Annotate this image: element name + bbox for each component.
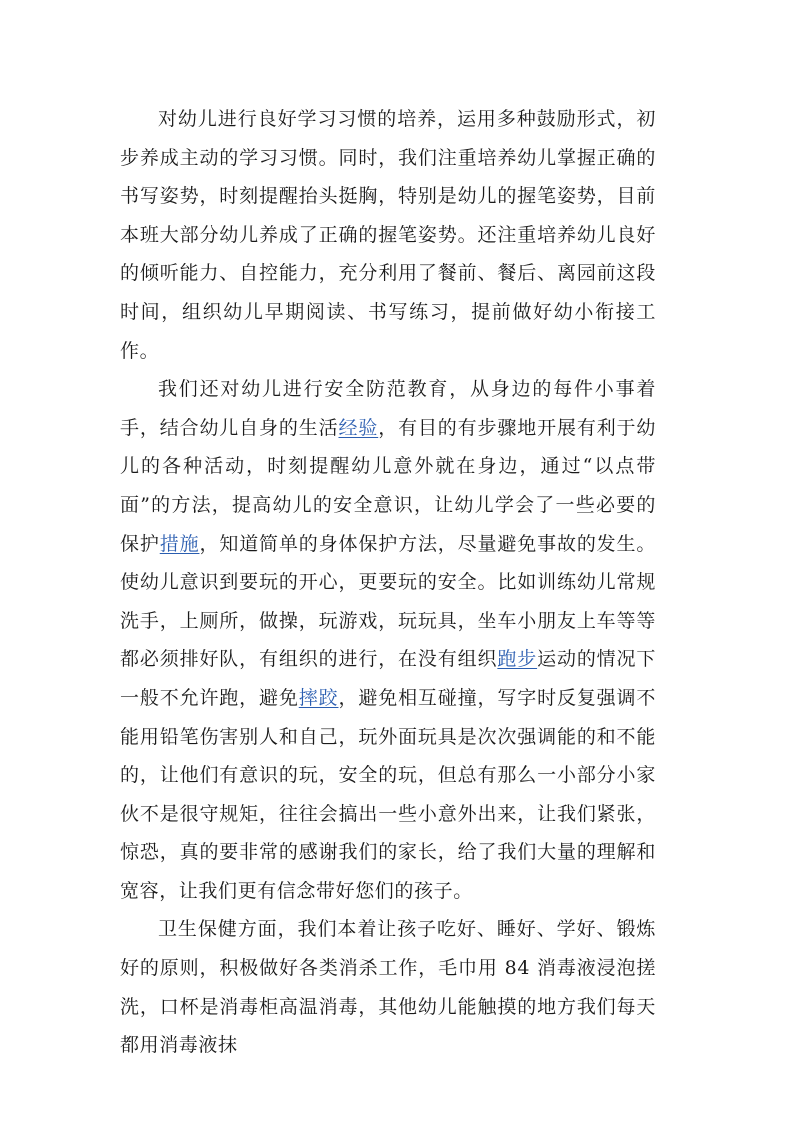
paragraph-text: ，有目的有步骤地开展有利于幼儿的各种活动，时刻提醒幼儿意外就在身边，通过“以点带面”的方法，提高幼儿的安全意识，让幼儿学会了一些必要的保护 [120, 416, 657, 555]
link-running[interactable]: 跑步 [497, 648, 538, 671]
paragraph-learning-habits [120, 100, 656, 370]
paragraph-hygiene [120, 910, 656, 1064]
paragraph-text: 运动的情况下一般不允许跑，避免 [120, 648, 656, 709]
link-measures[interactable]: 措施 [159, 532, 200, 555]
paragraph-safety-education [120, 370, 656, 910]
link-experience[interactable]: 经验 [338, 416, 379, 439]
paragraph-text: 我们还对幼儿进行安全防范教育，从身边的每件小事着手，结合幼儿自身的生活 [120, 378, 656, 439]
paragraph-text: 对幼儿进行良好学习习惯的培养，运用多种鼓励形式，初步养成主动的学习习惯。同时，我们注重培养幼儿掌握正确的书写姿势，时刻提醒抬头挺胸，特别是幼儿的握笔姿势，目前本班大部分幼儿养成了正确的握笔姿势。还注重培养幼儿良好的倾听能力、自控能力，充分利用了餐前、餐后、离园前这段时间，组织幼儿早期阅读、书写练习，提前做好幼小衔接工作。 [120, 108, 656, 362]
paragraph-text: ，避免相互碰撞，写字时反复强调不能用铅笔伤害别人和自己，玩外面玩具是次次强调能的和不能的，让他们有意识的玩，安全的玩，但总有那么一小部分小家伙不是很守规矩，往往会搞出一些小意外出来，让我们紧张，惊恐，真的要非常的感谢我们的家长，给了我们大量的理解和宽容，让我们更有信念带好您们的孩子。 [120, 686, 656, 902]
paragraph-text: ，知道简单的身体保护方法，尽量避免事故的发生。使幼儿意识到要玩的开心，更要玩的安全。比如训练幼儿常规 洗手，上厕所，做操，玩游戏，玩玩具，坐车小朋友上车等等都必须排好队，有组织的进行，在没有组织 [120, 532, 657, 671]
link-falling[interactable]: 摔跤 [298, 686, 339, 709]
paragraph-text: 卫生保健方面，我们本着让孩子吃好、睡好、学好、锻炼好的原则，积极做好各类消杀工作，毛巾用 84 消毒液浸泡搓洗，口杯是消毒柜高温消毒，其他幼儿能触摸的地方我们每天都用消毒液抹 [120, 918, 656, 1057]
document-page [120, 100, 656, 1065]
